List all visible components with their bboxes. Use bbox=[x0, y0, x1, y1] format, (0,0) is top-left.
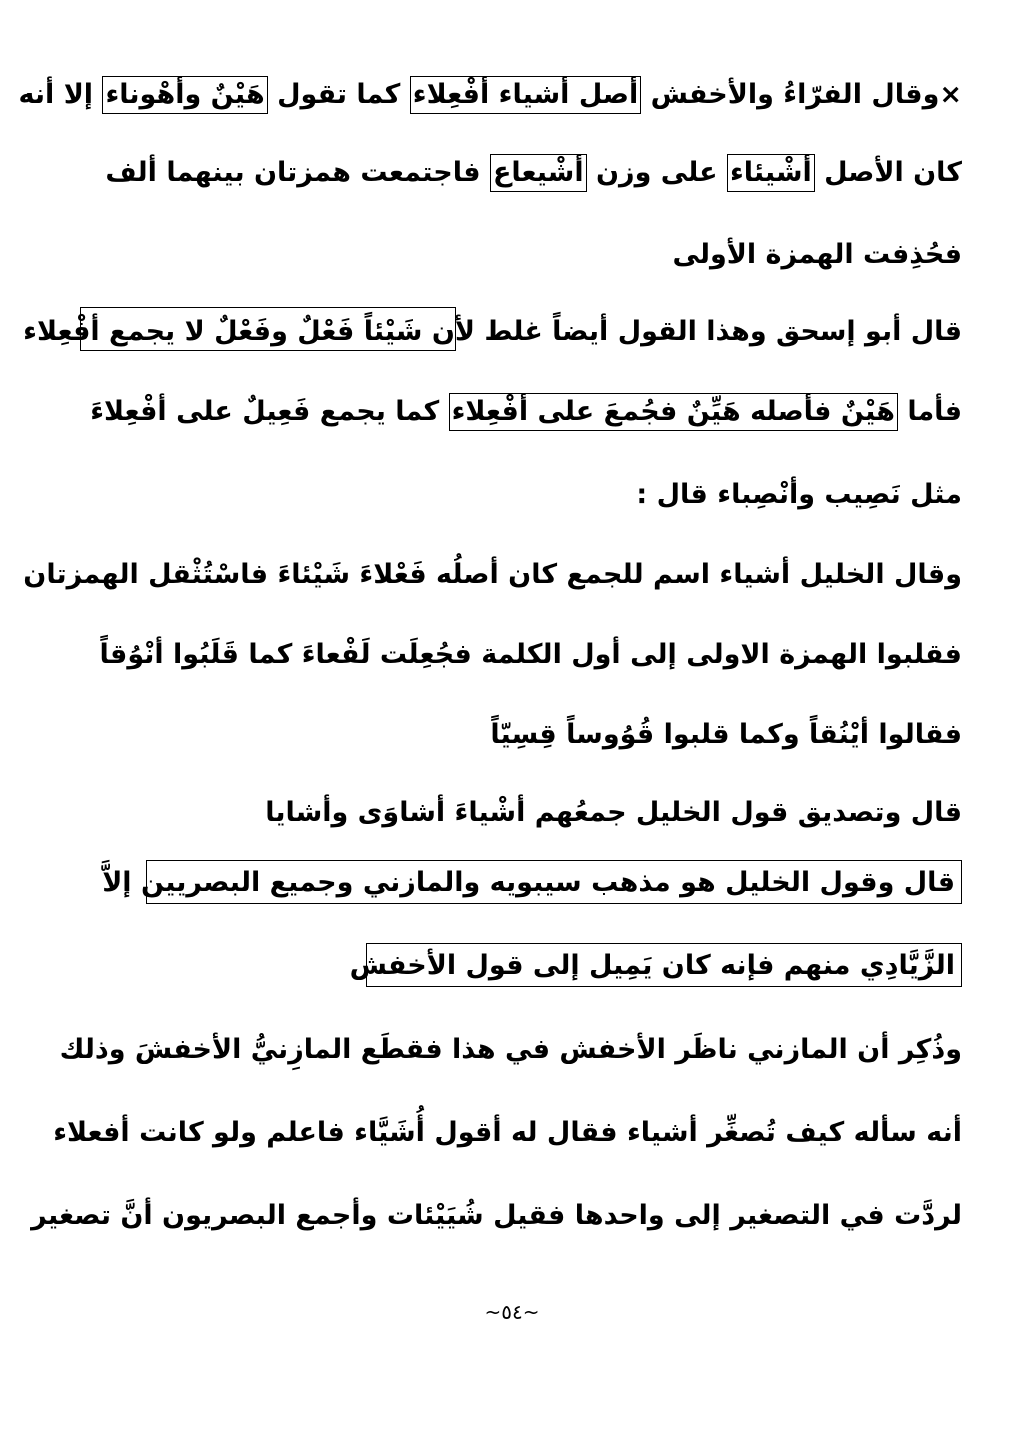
line-1-part-3: كما تقول bbox=[267, 79, 410, 110]
line-1-part-5: إلا أنه bbox=[18, 79, 103, 110]
boxed-region-line-4 bbox=[80, 307, 456, 351]
text-line-10: قال وتصديق قول الخليل جمعُهم أشْياءَ أشاوَى وأشايا bbox=[265, 797, 962, 828]
text-line-13: وذُكِر أن المازني ناظَر الأخفش في هذا فقطَع المازِنيُّ الأخفشَ وذلك bbox=[59, 1034, 962, 1065]
line-2-part-1: كان الأصل bbox=[814, 157, 962, 188]
text-line-4: قال أبو إسحق وهذا القول أيضاً غلط لأن شَيْئاً فَعْلٌ وفَعْلٌ لا يجمع أفْعِلاء bbox=[23, 316, 962, 347]
boxed-phrase: هَيْنٌ وأهْوناء bbox=[102, 76, 267, 114]
line-2-part-3: على وزن bbox=[586, 157, 727, 188]
line-5-part-1: فأما bbox=[897, 396, 962, 427]
text-line-7: وقال الخليل أشياء اسم للجمع كان أصلُه فَعْلاءَ شَيْئاءَ فاسْتُثْقل الهمزتان bbox=[23, 559, 962, 590]
text-line-1 bbox=[18, 75, 962, 115]
boxed-phrase: أشْيئاء bbox=[727, 154, 815, 192]
line-2-part-5: فاجتمعت همزتان بينهما ألف bbox=[105, 157, 490, 188]
text-line-15: لردَّت في التصغير إلى واحدها فقيل شُيَيْئات وأجمع البصريون أنَّ تصغير bbox=[31, 1200, 962, 1231]
text-line-5 bbox=[90, 392, 962, 432]
text-line-2 bbox=[105, 153, 962, 193]
text-line-9: فقالوا أيْنُقاً وكما قلبوا قُوُوساً قِسِيّاً bbox=[490, 719, 962, 750]
text-line-3: فحُذِفت الهمزة الأولى bbox=[672, 239, 962, 270]
line-1-part-1: ×وقال الفرّاءُ والأخفش bbox=[641, 79, 962, 110]
text-line-6: مثل نَصِيب وأنْصِباء قال : bbox=[636, 479, 962, 510]
boxed-phrase: أشْيعاع bbox=[490, 154, 587, 192]
boxed-line-11: قال وقول الخليل هو مذهب سيبويه والمازني وجميع البصريين إلاَّ bbox=[146, 860, 962, 904]
page-number: ~٥٤~ bbox=[484, 1300, 540, 1324]
boxed-phrase: أصل أشياء أفْعِلاء bbox=[410, 76, 642, 114]
text-line-14: أنه سأله كيف تُصغِّر أشياء فقال له أقول أُشَيَّاء فاعلم ولو كانت أفعلاء bbox=[53, 1117, 962, 1148]
text-line-8: فقلبوا الهمزة الاولى إلى أول الكلمة فجُعِلَت لَفْعاءَ كما قَلَبُوا أنْوُقاً bbox=[99, 639, 962, 670]
boxed-phrase: هَيْنٌ فأصله هَيِّنٌ فجُمعَ على أفْعِلاء bbox=[449, 393, 898, 431]
line-5-part-3: كما يجمع فَعِيلٌ على أفْعِلاءَ bbox=[90, 396, 449, 427]
boxed-line-12: الزَّيَّادِي منهم فإنه كان يَمِيل إلى قول الأخفش bbox=[366, 943, 962, 987]
